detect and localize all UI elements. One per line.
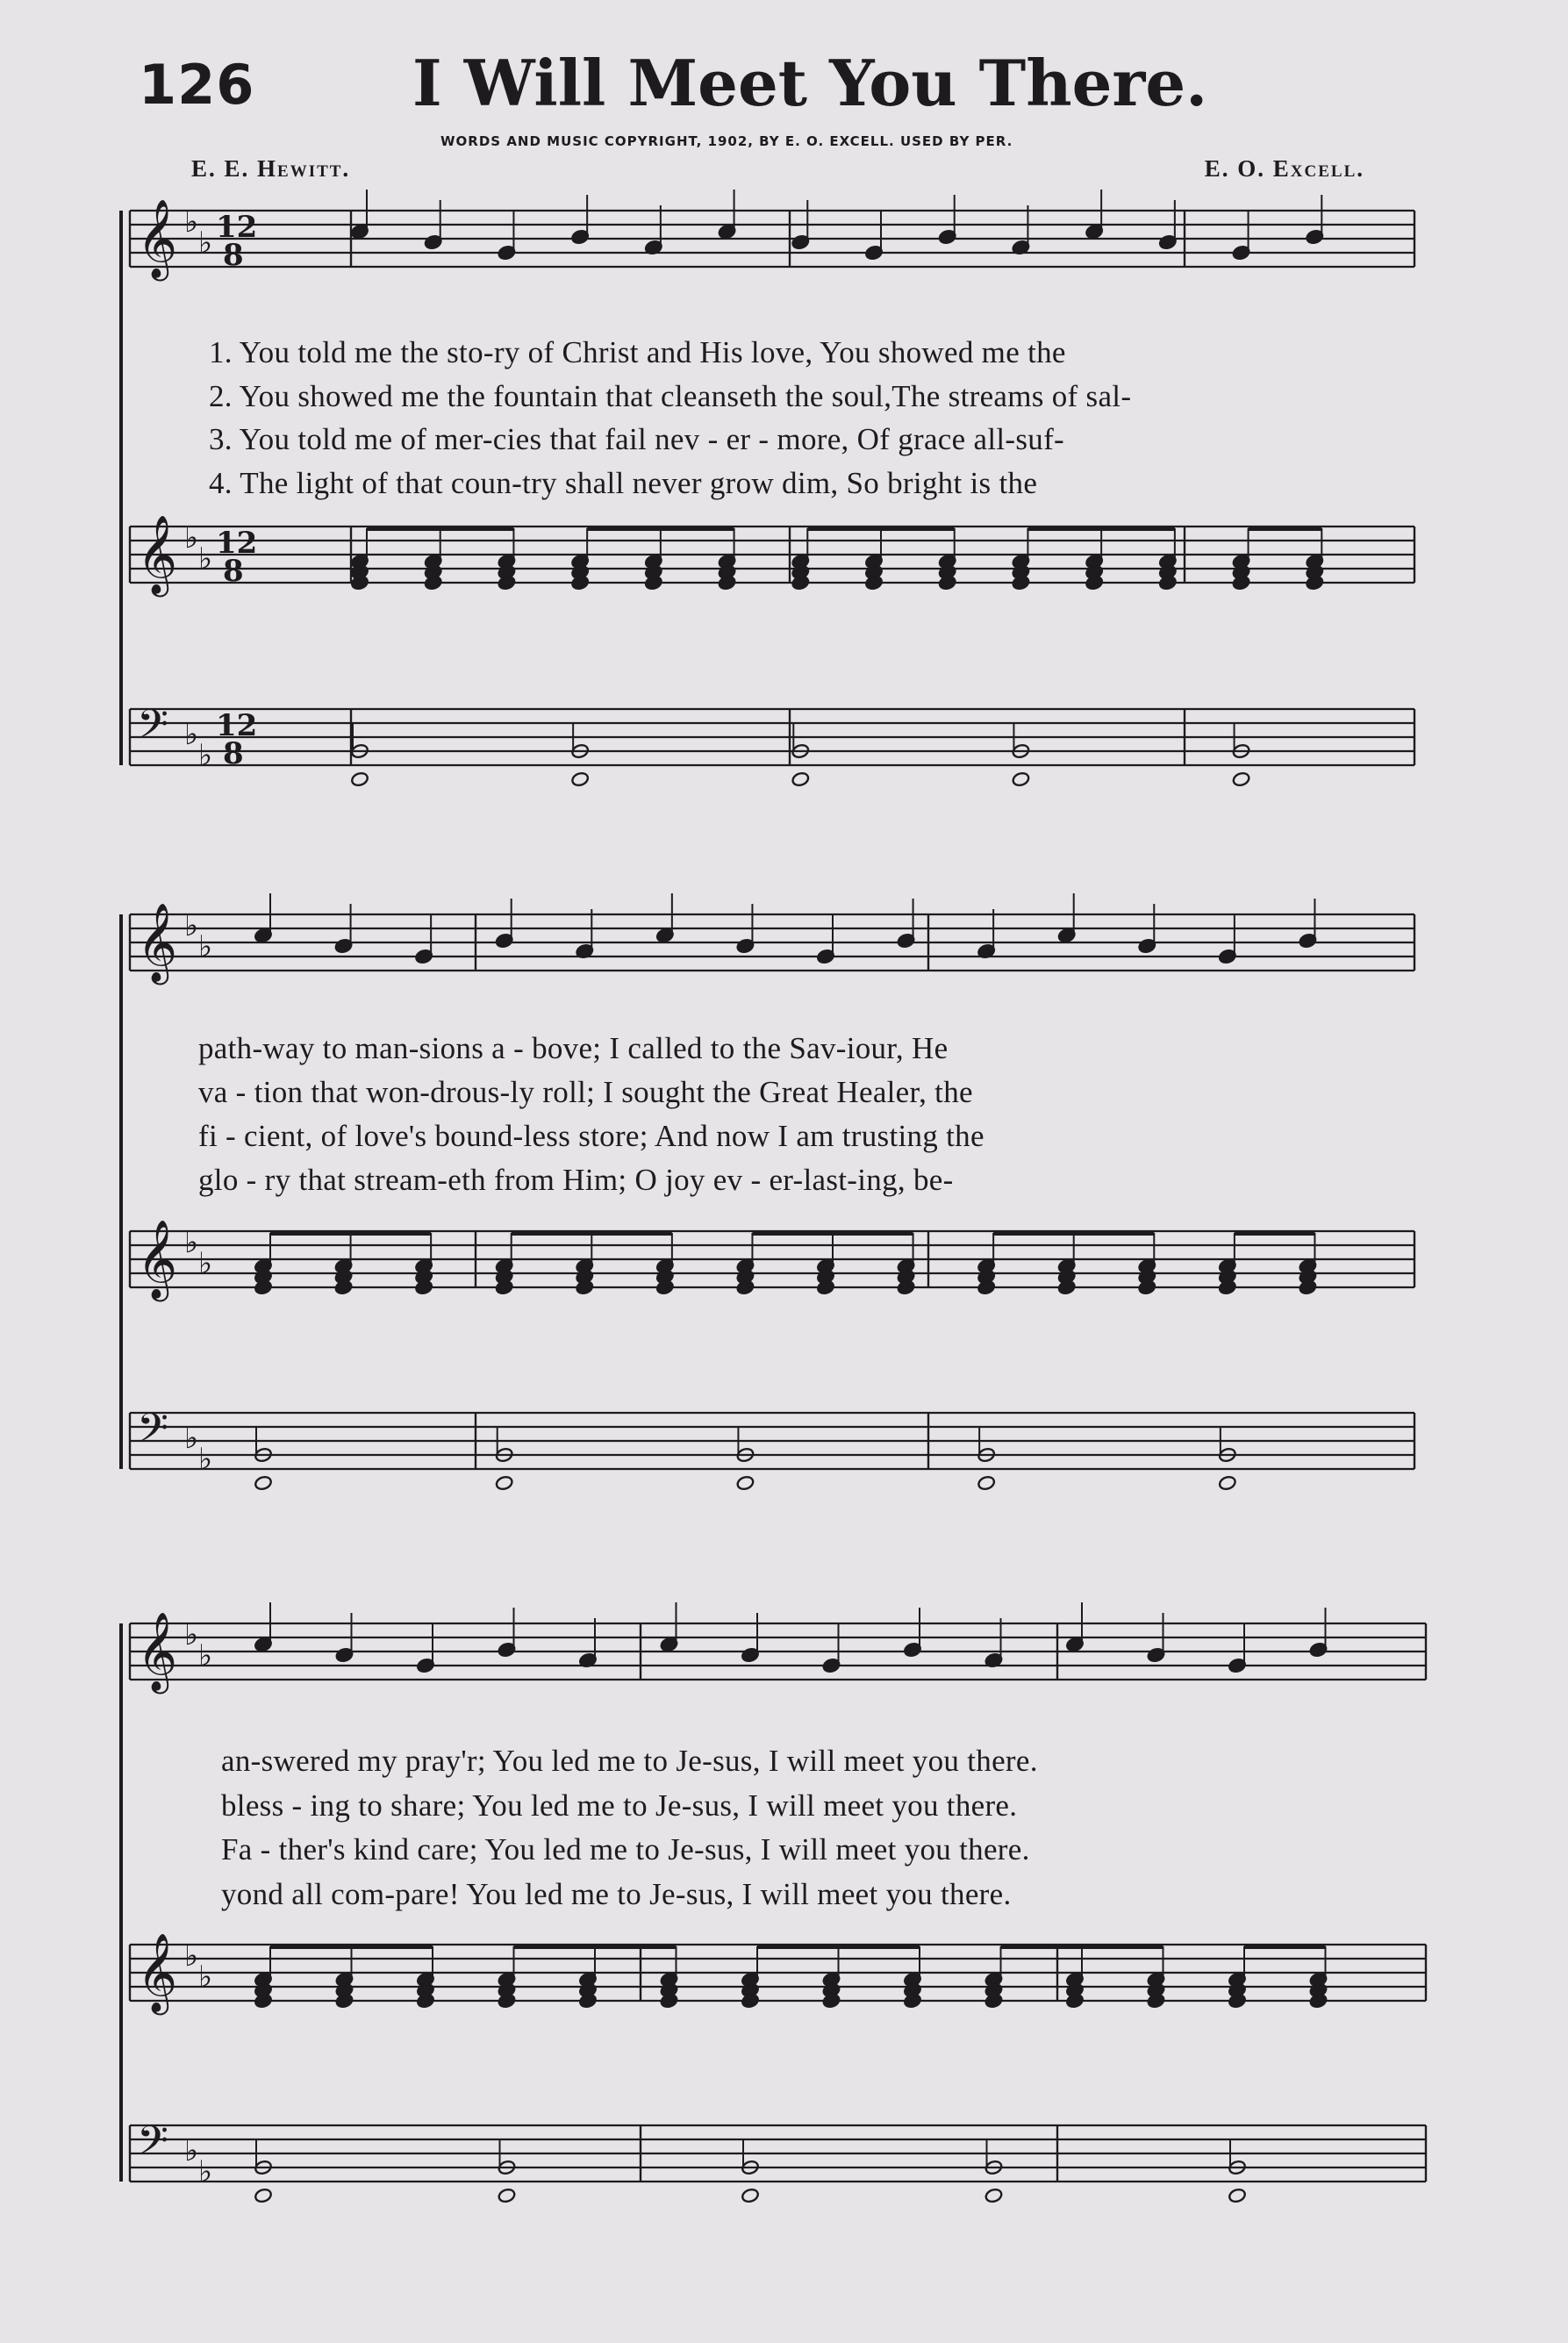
bass-clef: 𝄢 — [137, 2117, 169, 2175]
notehead — [791, 771, 810, 787]
beam — [1235, 1230, 1315, 1236]
notehead — [495, 1475, 513, 1491]
flat-accidental: ♭ — [184, 717, 199, 752]
flat-accidental: ♭ — [184, 2133, 199, 2168]
lyric-verse-4: yond all com-pare! You led me to Je-sus, I will meet you there. — [221, 1877, 1012, 1911]
lyric-verse-3: Fa - ther's kind care; You led me to Je-sus, I will meet you there. — [221, 1832, 1030, 1867]
beam — [270, 1944, 433, 1949]
flat-accidental: ♭ — [198, 929, 213, 964]
time-signature-top: 12 — [216, 210, 258, 245]
beam — [367, 526, 513, 531]
beam — [807, 526, 954, 531]
hymn-number: 126 — [139, 53, 255, 117]
beam — [757, 1944, 920, 1949]
flat-accidental: ♭ — [184, 1938, 199, 1974]
lyric-verse-2: bless - ing to share; You led me to Je-sus, I will meet you there. — [221, 1788, 1018, 1823]
flat-accidental: ♭ — [184, 520, 199, 555]
bass-clef: 𝄢 — [137, 1405, 169, 1462]
time-signature-bottom: 8 — [223, 238, 244, 273]
beam — [993, 1230, 1154, 1236]
flat-accidental: ♭ — [198, 226, 213, 261]
flat-accidental: ♭ — [184, 1225, 199, 1260]
lyric-verse-3: fi - cient, of love's bound-less store; And now I am trusting the — [198, 1119, 984, 1153]
copyright-notice: WORDS AND MUSIC COPYRIGHT, 1902, BY E. O. EXCELL. USED BY PER. — [440, 133, 1013, 149]
flat-accidental: ♭ — [198, 2154, 213, 2189]
notehead — [741, 2188, 759, 2203]
time-signature-bottom: 8 — [223, 554, 244, 589]
notehead — [1012, 771, 1030, 787]
treble-clef: 𝄞 — [137, 903, 178, 982]
lyric-verse-1: an-swered my pray'r; You led me to Je-sus, I will meet you there. — [221, 1744, 1038, 1778]
flat-accidental: ♭ — [198, 738, 213, 773]
flat-accidental: ♭ — [184, 1421, 199, 1456]
treble-clef: 𝄞 — [137, 199, 178, 278]
beam — [1244, 1944, 1326, 1949]
beam — [514, 1944, 677, 1949]
flat-accidental: ♭ — [198, 1960, 213, 1995]
notehead — [254, 1475, 272, 1491]
lyric-verse-4: glo - ry that stream-eth from Him; O joy ev - er-last-ing, be- — [198, 1163, 954, 1197]
lyric-verse-2: 2. You showed me the fountain that cleanseth the soul,The streams of sal- — [209, 379, 1132, 413]
flat-accidental: ♭ — [198, 1638, 213, 1673]
notehead — [1228, 2188, 1246, 2203]
beam — [270, 1230, 431, 1236]
notehead — [570, 771, 589, 787]
flat-accidental: ♭ — [184, 1617, 199, 1652]
lyric-verse-4: 4. The light of that coun-try shall never grow dim, So bright is the — [209, 466, 1038, 500]
treble-clef: 𝄞 — [137, 1220, 178, 1299]
beam — [752, 1230, 913, 1236]
flat-accidental: ♭ — [198, 1442, 213, 1477]
beam — [1001, 1944, 1163, 1949]
time-signature-top: 12 — [216, 526, 258, 561]
lyric-verse-1: 1. You told me the sto-ry of Christ and His love, You showed me the — [209, 335, 1066, 369]
treble-clef: 𝄞 — [137, 1933, 178, 2012]
beam — [587, 526, 734, 531]
lyric-verse-2: va - tion that won-drous-ly roll; I sought the Great Healer, the — [198, 1075, 973, 1109]
lyric-verse-1: path-way to man-sions a - bove; I called to the Sav-iour, He — [198, 1031, 949, 1065]
composer-credit: E. O. Excell. — [1204, 155, 1364, 182]
notehead — [1232, 771, 1250, 787]
lyric-verse-3: 3. You told me of mer-cies that fail nev - er - more, Of grace all-suf- — [209, 422, 1064, 456]
notehead — [1218, 1475, 1236, 1491]
notehead — [254, 2188, 272, 2203]
notehead — [736, 1475, 755, 1491]
author-credit: E. E. Hewitt. — [191, 155, 351, 182]
notehead — [498, 2188, 516, 2203]
notehead — [984, 2188, 1003, 2203]
notehead — [977, 1475, 995, 1491]
beam — [1249, 526, 1322, 531]
bass-clef: 𝄢 — [137, 701, 169, 758]
beam — [1027, 526, 1174, 531]
flat-accidental: ♭ — [198, 1246, 213, 1281]
time-signature-bottom: 8 — [223, 736, 244, 771]
flat-accidental: ♭ — [184, 908, 199, 943]
hymn-title: I Will Meet You There. — [412, 46, 1208, 120]
beam — [512, 1230, 672, 1236]
treble-clef: 𝄞 — [137, 1612, 178, 1691]
treble-clef: 𝄞 — [137, 515, 178, 594]
time-signature-top: 12 — [216, 708, 258, 743]
flat-accidental: ♭ — [198, 541, 213, 577]
flat-accidental: ♭ — [184, 204, 199, 240]
notehead — [350, 771, 369, 787]
